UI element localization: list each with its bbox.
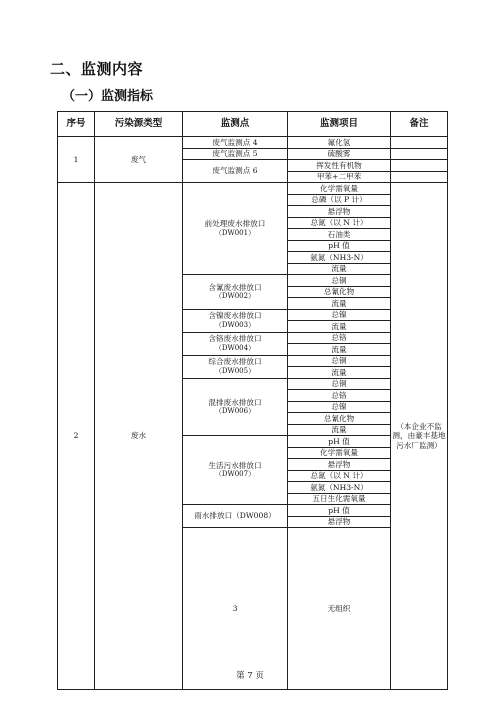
point-gas-4: 废气监测点 4 [183,137,288,149]
header-source-type: 污染源类型 [95,112,183,137]
item-cell: 悬浮物 [288,206,391,218]
item-cell: 悬浮物 [288,459,391,471]
item-cell: 甲苯+二甲苯 [288,171,391,183]
item-cell: 化学需氧量 [288,183,391,195]
item-cell: 石油类 [288,229,391,241]
item-cell: 总铜 [288,378,391,390]
table-row [58,137,448,149]
item-cell: 硫酸雾 [288,148,391,160]
header-monitoring-point: 监测点 [183,112,288,137]
header-remark: 备注 [391,112,448,137]
point-code: （DW007） [214,470,256,479]
row-no-2: 2 [58,183,95,690]
item-cell: 悬浮物 [288,516,391,528]
point-name: 前处理废水排放口 [204,219,266,229]
point-dw004 [183,332,288,355]
table-header-row [58,112,448,137]
item-cell: 流量 [288,321,391,333]
subsection-title: （一）监测指标 [62,89,154,104]
point-dw003 [183,309,288,332]
page-number: 第 7 页 [236,671,264,681]
source-type-fugitive: 无组织 [288,528,391,690]
item-cell: 挥发性有机物 [288,160,391,172]
point-code: （DW004） [214,343,256,352]
item-cell: pH 值 [288,240,391,252]
item-cell: 总氮（以 N 计） [288,470,391,482]
item-cell: 总磷（以 P 计） [288,194,391,206]
remark-waste-water: （本企业不监测，由豪丰基地污水厂监测） [391,183,448,690]
point-name: 生活污水排放口 [208,460,262,470]
table-row [58,183,448,195]
item-cell: 氨氮（NH3-N） [288,252,391,264]
source-type-waste-water: 废水 [95,183,183,690]
point-dw006 [183,378,288,436]
item-cell: 总铜 [288,355,391,367]
item-cell: 氨氮（NH3-N） [288,482,391,494]
point-gas-6: 废气监测点 6 [183,160,288,183]
remark-cell [391,160,448,172]
point-dw001 [183,183,288,275]
row-no-1: 1 [58,137,95,183]
point-code: （DW006） [214,407,256,416]
item-cell: 化学需氧量 [288,447,391,459]
header-monitoring-item: 监测项目 [288,112,391,137]
item-cell: 五日生化需氧量 [288,493,391,505]
item-cell: 总铬 [288,390,391,402]
section-title: 二、监测内容 [50,60,144,78]
point-name: 混排废水排放口 [208,397,262,407]
remark-cell [391,148,448,160]
row-no-3: 3 [183,528,288,690]
item-cell: pH 值 [288,505,391,517]
item-cell: 总氮（以 N 计） [288,217,391,229]
point-name: 综合废水排放口 [208,357,262,367]
item-cell: pH 值 [288,436,391,448]
point-name: 含氰废水排放口 [208,282,262,292]
point-dw007 [183,436,288,505]
point-dw008: 雨水排放口（DW008） [183,505,288,528]
point-code: （DW002） [214,292,256,301]
item-cell: 流量 [288,344,391,356]
item-cell: 总镍 [288,401,391,413]
point-dw005 [183,355,288,378]
point-code: （DW001） [214,228,256,237]
item-cell: 总氰化物 [288,286,391,298]
remark-cell [391,171,448,183]
point-dw002 [183,275,288,310]
item-cell: 氟化氢 [288,137,391,149]
item-cell: 总镍 [288,309,391,321]
point-code: （DW003） [214,320,256,329]
item-cell: 流量 [288,263,391,275]
source-type-waste-gas: 废气 [95,137,183,183]
item-cell: 流量 [288,424,391,436]
point-name: 含铬废水排放口 [208,334,262,344]
item-cell: 流量 [288,298,391,310]
header-no: 序号 [58,112,95,137]
item-cell: 总氰化物 [288,413,391,425]
point-gas-5: 废气监测点 5 [183,148,288,160]
item-cell: 总铜 [288,275,391,287]
point-code: （DW005） [214,366,256,375]
item-cell: 总铬 [288,332,391,344]
point-name: 含镍废水排放口 [208,311,262,321]
item-cell: 流量 [288,367,391,379]
monitoring-indicator-table [57,111,448,690]
remark-cell [391,137,448,149]
